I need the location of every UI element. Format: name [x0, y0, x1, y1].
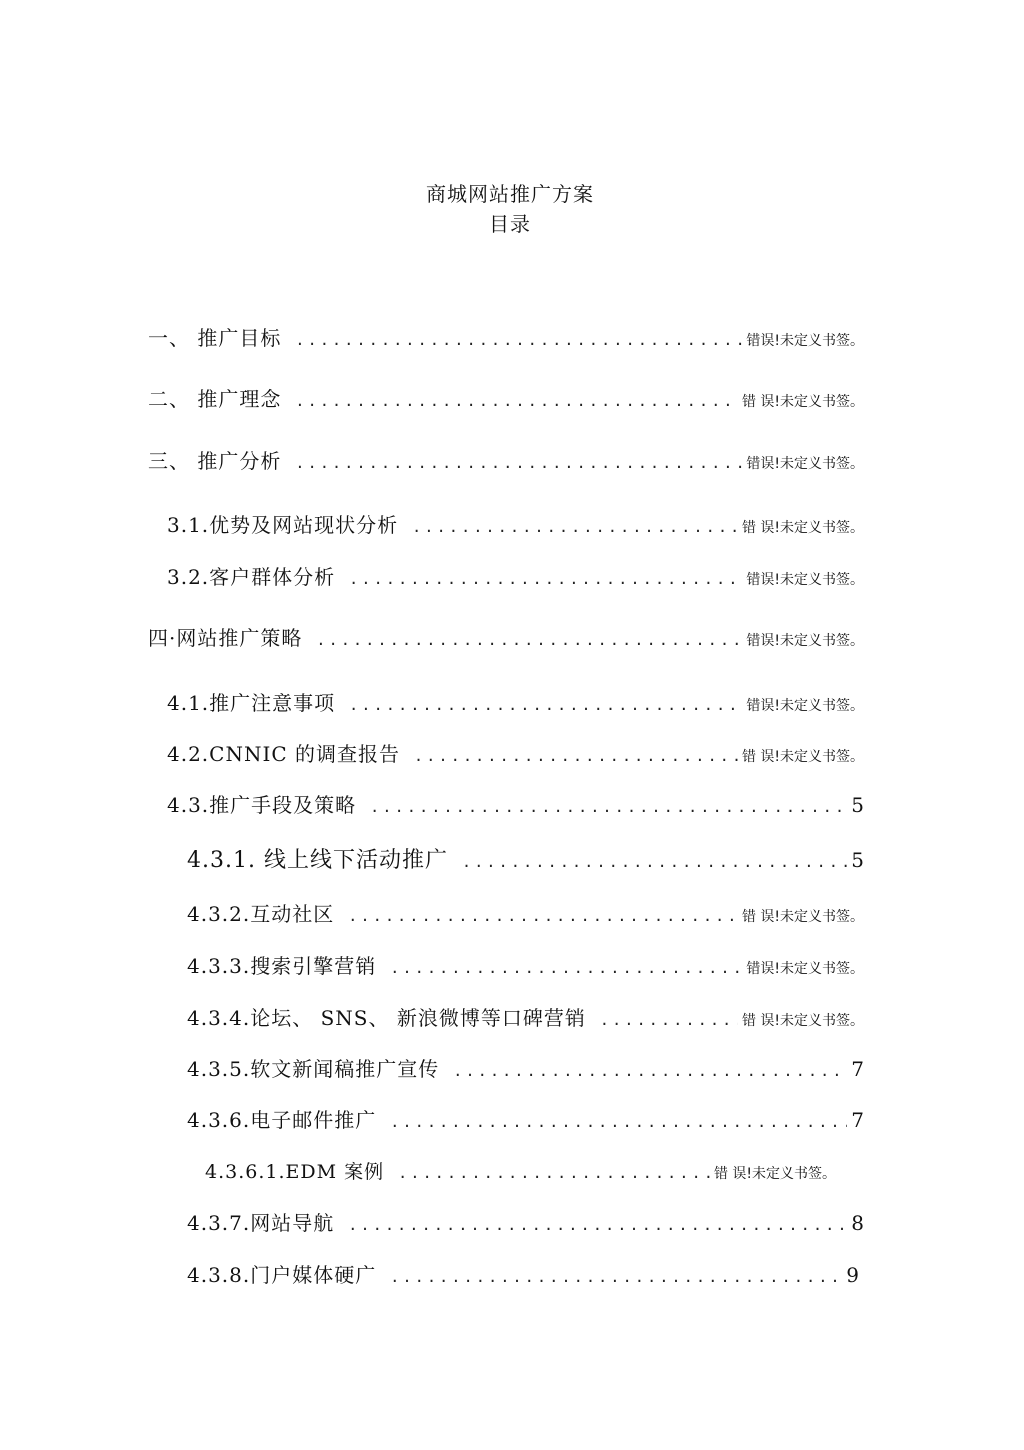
dot-leader [414, 747, 738, 765]
toc-entry-page: 错 误!未定义书签。 [713, 1166, 836, 1182]
toc-entry-4-3-1[interactable] [187, 843, 864, 873]
dot-leader [453, 1062, 847, 1080]
toc-entry-page: 7 [851, 1108, 864, 1132]
toc-entry-label: 4.3.推广手段及策略 [167, 793, 357, 817]
toc-entry-4-1[interactable] [167, 687, 864, 717]
dot-leader [295, 454, 742, 472]
toc-entry-label: 4.3.4.论坛、 SNS、 新浪微博等口碑营销 [187, 1006, 586, 1030]
toc-entry-4-3-3[interactable] [187, 950, 864, 980]
dot-leader [412, 518, 738, 536]
toc-entry-4-3-4[interactable] [187, 1002, 864, 1032]
document-title: 商城网站推广方案 [426, 182, 594, 206]
dot-leader [600, 1011, 738, 1029]
toc-entry-4-3-7[interactable] [187, 1207, 864, 1237]
toc-entry-3-1[interactable] [167, 509, 864, 539]
toc-entry-label: 4.3.2.互动社区 [187, 902, 335, 926]
toc-entry-2[interactable] [148, 383, 864, 413]
toc-entry-label: 4.3.6.电子邮件推广 [187, 1108, 377, 1132]
toc-entry-page: 5 [851, 848, 864, 872]
toc-entry-page: 8 [851, 1211, 864, 1235]
toc-entry-label: 3.2.客户群体分析 [167, 565, 336, 589]
toc-entry-label: 二、 推广理念 [148, 387, 282, 411]
dot-leader [295, 331, 742, 349]
dot-leader [398, 1164, 710, 1182]
toc-entry-page: 错误!未定义书签。 [746, 961, 864, 977]
dot-leader [349, 696, 742, 714]
toc-entry-page: 错误!未定义书签。 [746, 633, 864, 649]
toc-entry-label: 4.1.推广注意事项 [167, 691, 336, 715]
dot-leader [295, 392, 738, 410]
toc-entry-page: 错误!未定义书签。 [746, 333, 864, 349]
toc-entry-4-3-2[interactable] [187, 898, 864, 928]
toc-entry-4-3[interactable] [167, 789, 864, 819]
toc-entry-page: 错 误!未定义书签。 [741, 394, 864, 410]
dot-leader [370, 798, 847, 816]
dot-leader [390, 959, 742, 977]
dot-leader [348, 1216, 847, 1234]
toc-entry-4-2[interactable] [167, 738, 864, 768]
dot-leader [349, 570, 742, 588]
toc-entry-3-2[interactable] [167, 561, 864, 591]
toc-entry-4[interactable] [148, 622, 864, 652]
toc-entry-page: 错误!未定义书签。 [746, 698, 864, 714]
toc-entry-label: 4.3.8.门户媒体硬广 [187, 1263, 377, 1287]
toc-entry-label: 4.3.1. 线上线下活动推广 [187, 848, 448, 873]
toc-entry-label: 4.3.3.搜索引擎营销 [187, 954, 377, 978]
toc-entry-label: 3.1.优势及网站现状分析 [167, 513, 399, 537]
toc-entry-4-3-8[interactable] [187, 1259, 859, 1289]
toc-entry-page: 9 [846, 1263, 859, 1287]
dot-leader [390, 1268, 842, 1286]
toc-entry-label: 一、 推广目标 [148, 326, 282, 350]
toc-entry-3[interactable] [148, 445, 864, 475]
dot-leader [462, 853, 847, 871]
toc-heading: 目录 [489, 212, 531, 236]
toc-entry-page: 错 误!未定义书签。 [741, 1013, 864, 1029]
toc-entry-page: 错 误!未定义书签。 [741, 909, 864, 925]
toc-entry-page: 错误!未定义书签。 [746, 572, 864, 588]
toc-entry-label: 4.2.CNNIC 的调查报告 [167, 742, 401, 766]
toc-entry-page: 错误!未定义书签。 [746, 456, 864, 472]
toc-entry-label: 四·网站推广策略 [148, 626, 303, 650]
toc-entry-page: 7 [851, 1057, 864, 1081]
toc-entry-page: 错 误!未定义书签。 [741, 749, 864, 765]
toc-entry-4-3-5[interactable] [187, 1053, 864, 1083]
toc-entry-1[interactable] [148, 322, 864, 352]
toc-entry-label: 4.3.5.软文新闻稿推广宣传 [187, 1057, 440, 1081]
toc-entry-page: 错 误!未定义书签。 [741, 520, 864, 536]
toc-entry-label: 4.3.7.网站导航 [187, 1211, 335, 1235]
dot-leader [390, 1113, 847, 1131]
dot-leader [348, 907, 738, 925]
toc-entry-label: 4.3.6.1.EDM 案例 [205, 1161, 385, 1183]
toc-entry-4-3-6-1[interactable] [205, 1157, 836, 1187]
toc-entry-label: 三、 推广分析 [148, 449, 282, 473]
dot-leader [316, 631, 742, 649]
toc-entry-4-3-6[interactable] [187, 1104, 864, 1134]
toc-entry-page: 5 [851, 793, 864, 817]
